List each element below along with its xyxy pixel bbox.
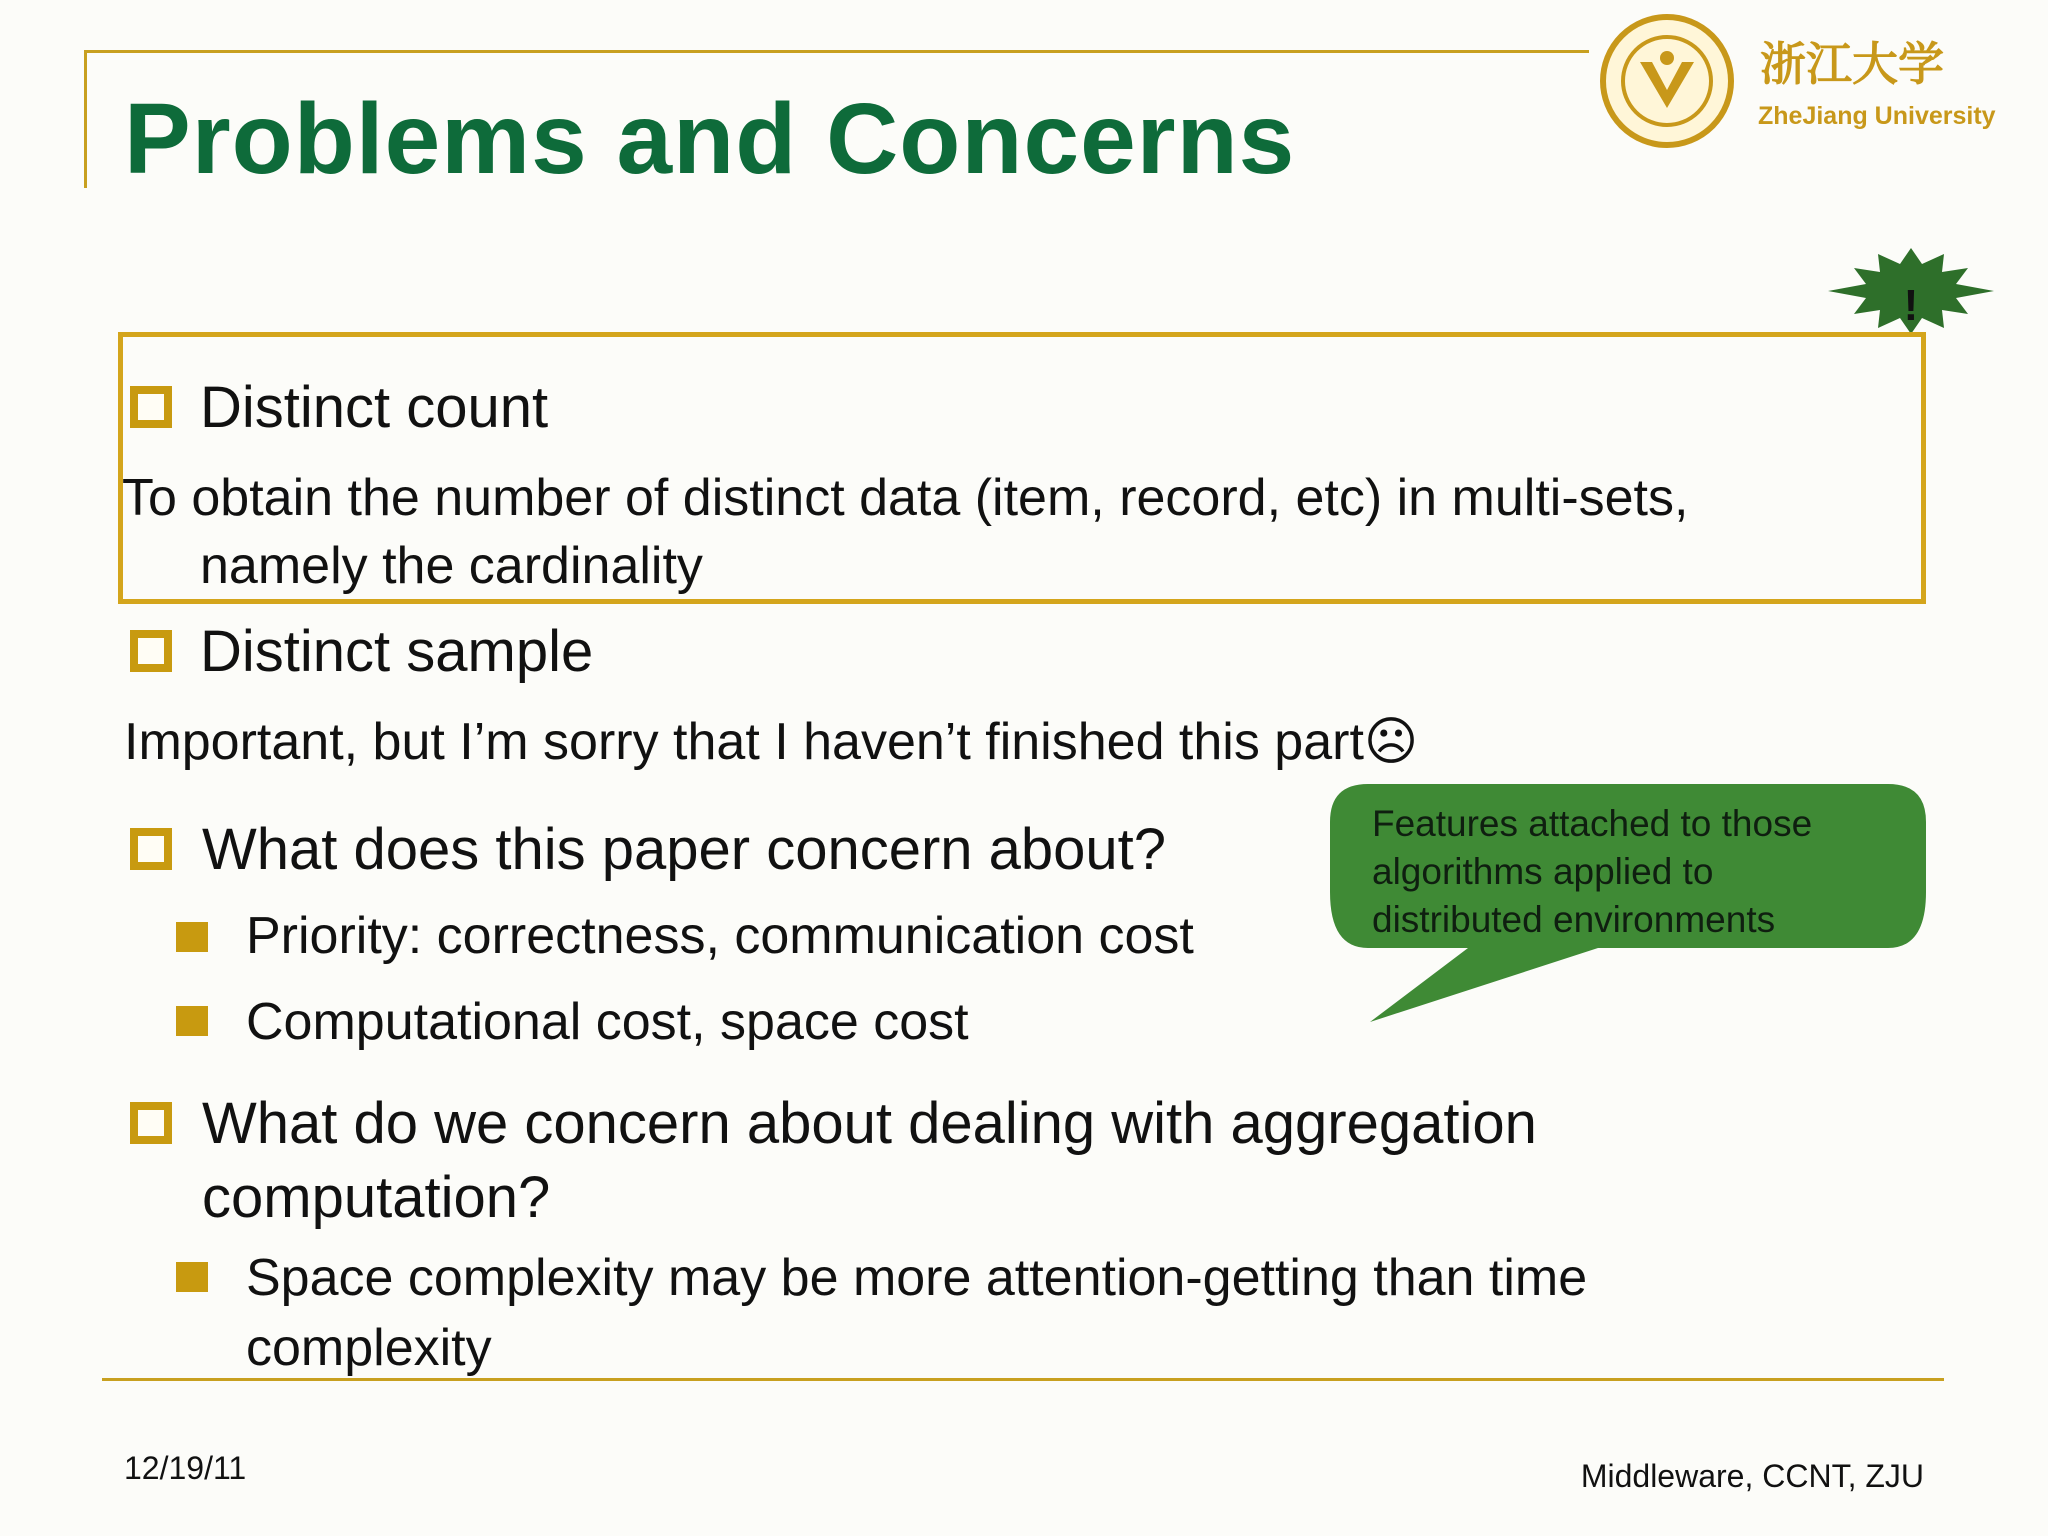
bullet-body: namely the cardinality <box>200 537 703 595</box>
bullet-heading: Distinct sample <box>200 619 594 684</box>
callout-line: Features attached to those <box>1372 803 1813 844</box>
sub-bullet-text: Computational cost, space cost <box>246 993 969 1051</box>
callout-text <box>1372 800 1892 944</box>
bullet-heading: computation? <box>202 1165 551 1230</box>
sub-bullet-text: complexity <box>246 1319 492 1377</box>
bullet-heading: What do we concern about dealing with aggregation <box>202 1091 1537 1156</box>
slide-title: Problems and Concerns <box>124 83 1296 195</box>
bullet-body: To obtain the number of distinct data (item, record, etc) in multi-sets, <box>122 469 1689 527</box>
footer-date: 12/19/11 <box>124 1450 247 1486</box>
bullet-heading: What does this paper concern about? <box>202 817 1167 882</box>
hollow-square-bullet-icon <box>130 828 172 870</box>
sub-bullet-text: Priority: correctness, communication cost <box>246 907 1194 965</box>
hollow-square-bullet-icon <box>130 630 172 672</box>
filled-square-bullet-icon <box>176 1262 208 1292</box>
hollow-square-bullet-icon <box>130 386 172 428</box>
university-seal-icon <box>1592 10 1742 152</box>
footer-rule <box>102 1378 1944 1381</box>
callout-line: algorithms applied to <box>1372 851 1714 892</box>
starburst-icon <box>1828 248 1994 334</box>
sub-bullet-text: Space complexity may be more attention-getting than time <box>246 1249 1588 1307</box>
filled-square-bullet-icon <box>176 922 208 952</box>
header-left-rule <box>84 50 87 188</box>
logo-english-name: ZheJiang University <box>1758 102 1996 130</box>
bullet-body: Important, but I’m sorry that I haven’t finished this part☹ <box>124 713 1419 771</box>
university-logo <box>1592 10 2032 152</box>
logo-chinese-name: 浙江大学 <box>1760 37 1944 91</box>
filled-square-bullet-icon <box>176 1006 208 1036</box>
bullet-heading: Distinct count <box>200 375 549 440</box>
header-rule <box>84 50 1589 53</box>
starburst-mark: ! <box>1903 281 1919 330</box>
hollow-square-bullet-icon <box>130 1102 172 1144</box>
callout-line: distributed environments <box>1372 899 1776 940</box>
footer-source: Middleware, CCNT, ZJU <box>1580 1458 1924 1494</box>
